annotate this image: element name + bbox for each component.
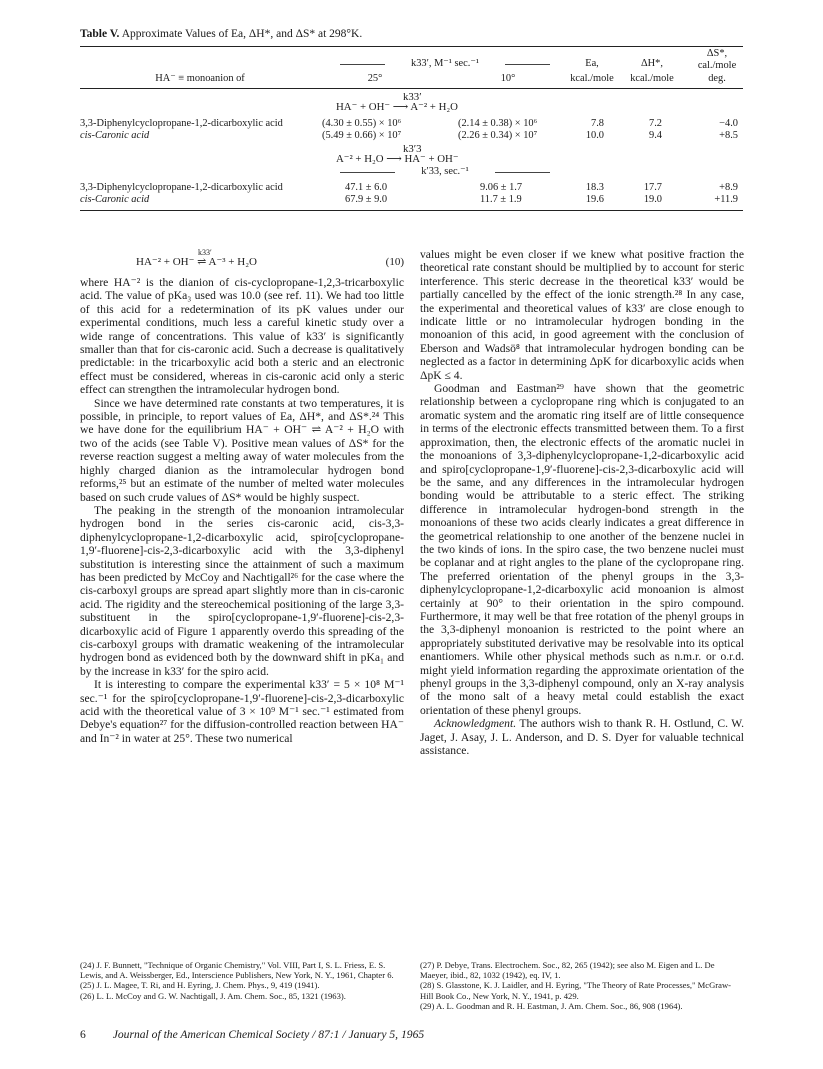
footnotes-left xyxy=(80,960,404,1001)
acknowledgment-text: The authors wish to thank R. H. Ostlund, C. W. Jaget, J. Asay, J. L. Anderson, and D. S. Dyer for valuable technical assistance. xyxy=(420,717,744,758)
table-title xyxy=(80,28,362,40)
equation-10 xyxy=(80,248,404,274)
row2-compound-text: cis-Caronic acid xyxy=(80,130,150,141)
row1-compound: 3,3-Diphenylcyclopropane-1,2-dicarboxylic acid xyxy=(80,118,283,129)
row1-ds: −4.0 xyxy=(719,118,738,129)
paragraph-left-4: It is interesting to compare the experimental k33′ = 5 × 10⁸ M⁻¹ sec.⁻¹ for the spiro[cyclopropane-1,9′-fluorene]-cis-2,3-dicarboxylic acid with the theoretical value of 3 × 10⁹ M⁻¹ sec.⁻¹ estimated from Debye's equation²⁷ for the diffusion-controlled reaction between HA⁻ and In⁻² in water at 25°. These two numerical xyxy=(80,678,404,745)
footnote-28: (28) S. Glasstone, K. J. Laidler, and H. Eyring, "The Theory of Rate Processes," McGraw-Hill Book Co., New York, N. Y., 1941, p. 429. xyxy=(420,980,732,1001)
row2-k25: (5.49 ± 0.66) × 10⁷ xyxy=(322,130,402,141)
footnote-24: (24) J. F. Bunnett, "Technique of Organic Chemistry," Vol. VIII, Part I, S. L. Friess, E. S. Lewis, and A. Weissberger, Ed., Interscience Publishers, New York, N. Y., 1961, Chapter 6. xyxy=(80,960,394,981)
table-caption: Approximate Values of Ea, ΔH*, and ΔS* at 298°K. xyxy=(121,28,363,40)
footnotes-right xyxy=(420,960,744,1011)
page-footer xyxy=(80,1028,424,1041)
row1-dh: 7.2 xyxy=(649,118,662,129)
table-label: Table V. xyxy=(80,28,120,40)
row1-ea: 7.8 xyxy=(591,118,604,129)
row4-k25: 67.9 ± 9.0 xyxy=(345,194,388,205)
footnote-27: (27) P. Debye, Trans. Electrochem. Soc., 82, 265 (1942); see also M. Eigen and L. De Maeyer, ibid., 82, 1032 (1942), eq. IV, 1. xyxy=(420,960,715,981)
eq1-rate-label: k33′ xyxy=(403,91,422,103)
page-number: 6 xyxy=(80,1028,86,1041)
row2-compound xyxy=(80,130,149,142)
k10-header: 10° xyxy=(500,73,516,84)
paragraph-left-1: where HA⁻² is the dianion of cis-cyclopropane-1,2,3-tricarboxylic acid. The value of pKa₃ used was 10.0 (see ref. 11). We had too little of this acid for a redetermination of its pK values under our experimental conditions, much less a careful kinetic study over a wide range of concentrations. This value of k33′ is significantly smaller than that for cis-caronic acid. Such a decrease is qualitatively predictable: in the tricarboxylic acid both a steric and an electronic effect must be considered, whereas in cis-caronic acid only a steric effect can strengthen the intramolecular hydrogen bond. xyxy=(80,276,404,397)
eq10-rate-label: k33′ xyxy=(198,248,212,257)
ds-header: ΔS*, xyxy=(706,48,728,59)
acknowledgment-label: Acknowledgment. xyxy=(434,717,517,731)
row3-k10: 9.06 ± 1.7 xyxy=(480,182,523,193)
row2-ea: 10.0 xyxy=(585,130,604,141)
table-bottom-rule xyxy=(80,210,743,211)
paragraph-left-2: Since we have determined rate constants at two temperatures, it is possible, in principle, to report values of Ea, ΔH*, and ΔS*.²⁴ This we have done for the equilibrium HA⁻ + OH⁻ ⇌ A⁻² + H₂O with two of the acids (see Table V). Positive mean values of ΔS* for the reverse reaction suggest a melting away of water molecules from the highly charged dianion as the intramolecular hydrogen bond reforms,²⁵ but an estimate of the number of melted water molecules based on such crude values of ΔS* would be highly suspect. xyxy=(80,396,404,504)
eq10-text: HA⁻² + OH⁻ ⇌ A⁻³ + H₂O xyxy=(136,256,257,268)
row4-ds: +11.9 xyxy=(714,194,738,205)
acknowledgment xyxy=(420,717,744,757)
footnote-29: (29) A. L. Goodman and R. H. Eastman, J. Am. Chem. Soc., 86, 908 (1964). xyxy=(420,1000,683,1011)
row1-k10: (2.14 ± 0.38) × 10⁶ xyxy=(458,118,538,129)
row3-ds: +8.9 xyxy=(719,182,738,193)
eq10-number: (10) xyxy=(385,256,404,268)
k25-header: 25° xyxy=(367,73,383,84)
row1-k25: (4.30 ± 0.55) × 10⁶ xyxy=(322,118,402,129)
paragraph-left-3: The peaking in the strength of the monoanion intramolecular hydrogen bond in the series cis-caronic acid, cis-3,3-diphenylcyclopropane-1,2-dicarboxylic acid, spiro[cyclopropane-1,9′-fluorene]-cis-2,3-dicarboxylic acid with the 3,3-diphenyl substitution is interesting since the attainment of such a maximum has been predicted by McCoy and Nachtigall²⁶ for the case where the cis-carboxyl groups are spread apart slightly more than in cis-caronic acid. The rigidity and the stereochemical positioning of the large 3,3-substituent in the spiro[cyclopropane-1,9′-fluorene]-cis-2,3-dicarboxylic acid of Figure 1 apparently overdo this spreading of the cis-carboxyl groups with dramatic weakening of the intramolecular hydrogen bond as evidenced both by the downward shift in pKa₁ and by the increase in k33′ for the spiro acid. xyxy=(80,503,404,678)
row2-ds: +8.5 xyxy=(719,130,738,141)
eq1-reaction: HA⁻ + OH⁻ ⟶ A⁻² + H₂O xyxy=(336,101,458,113)
right-column xyxy=(420,248,744,757)
footnote-25: (25) J. L. Magee, T. Ri, and H. Eyring, J. Chem. Phys., 9, 419 (1941). xyxy=(80,980,320,991)
left-column xyxy=(80,248,404,745)
eq2-sub-header: k′33, sec.⁻¹ xyxy=(395,166,495,178)
row2-k10: (2.26 ± 0.34) × 10⁷ xyxy=(458,130,538,141)
k33-group-header: k33′, M⁻¹ sec.⁻¹ xyxy=(385,58,505,70)
eq2-rate-label: k3′3 xyxy=(403,143,422,155)
row4-compound-text: cis-Caronic acid xyxy=(80,194,150,205)
paragraph-right-2: Goodman and Eastman²⁹ have shown that the geometric relationship between a cyclopropane ring which is conjugated to an aromatic system and the aromatic ring itself are of little consequence in terms of the electronic effects transmitted between them. To a first approximation, then, the electronic effects of the aromatic nuclei in the monoanions of 3,3-diphenylcyclopropane-1,2-dicarboxylic acid and spiro[cyclopropane-1,9′-fluorene]-cis-2,3-dicarboxylic acid will be the same, and any differences in the intramolecular hydrogen bonding would be attributable to a steric effect. The striking difference in intramolecular hydrogen-bond strength in the monoanions of these two acids clearly indicates a great difference in the geometrical relationship to one another of the benzene nuclei in the two kinds of ions. In the spiro case, the two benzene nuclei must be coplanar and at right angles to the plane of the cyclopropane ring. The preferred orientation of the phenyl groups in the 3,3-diphenylcyclopropane-1,2-dicarboxylic acid monoanion is almost certainly at 90° to their orientation in the spiro compound. Furthermore, it may well be that free rotation of the phenyl groups in the 3,3-diphenyl monoanion is restricted to the point where an appropriately substituted derivative may be resolvable into its optical enantiomers. While other physical methods such as n.m.r. or o.r.d. might yield information regarding the approximate orientation of the phenyl groups in the 3,3-diphenyl compound, only an X-ray analysis of the mono salt of a heavy metal could establish the exact orientation of these phenyl groups. xyxy=(420,382,744,717)
row2-dh: 9.4 xyxy=(649,130,662,141)
ds-deg: deg. xyxy=(708,73,726,84)
eq2-reaction: A⁻² + H₂O ⟶ HA⁻ + OH⁻ xyxy=(336,153,459,165)
row3-dh: 17.7 xyxy=(643,182,662,193)
ds-unit: cal./mole xyxy=(697,60,737,71)
paragraph-right-1: values might be even closer if we knew what positive fraction the theoretical rate constant should be multiplied by to account for steric interference. This steric decrease in the theoretical k33′ would be partially cancelled by the effect of the ionic strength.²⁸ In any case, the experimental and theoretical values of k33′ are close enough to indicate little or no intramolecular hydrogen bonding in the monoanion of this acid, in good agreement with the conclusion of Eberson and Wadsö⁸ that intramolecular hydrogen bonding can be neglected as a factor in determining ΔpK for dicarboxylic acids when ΔpK ≤ 4. xyxy=(420,248,744,382)
row4-dh: 19.0 xyxy=(643,194,662,205)
row3-ea: 18.3 xyxy=(585,182,604,193)
row3-compound: 3,3-Diphenylcyclopropane-1,2-dicarboxylic acid xyxy=(80,182,283,193)
row4-ea: 19.6 xyxy=(585,194,604,205)
table-top-rule xyxy=(80,46,743,47)
compound-header: HA⁻ ≡ monoanion of xyxy=(155,73,245,84)
row4-compound xyxy=(80,194,149,206)
ea-header: Ea, xyxy=(585,58,599,69)
row4-k10: 11.7 ± 1.9 xyxy=(480,194,522,205)
row3-k25: 47.1 ± 6.0 xyxy=(345,182,388,193)
ea-unit: kcal./mole xyxy=(570,73,614,84)
journal-citation: Journal of the American Chemical Society / 87:1 / January 5, 1965 xyxy=(112,1028,425,1041)
table-header-rule xyxy=(80,88,743,89)
footnote-26: (26) L. L. McCoy and G. W. Nachtigall, J. Am. Chem. Soc., 85, 1321 (1963). xyxy=(80,990,346,1001)
dh-unit: kcal./mole xyxy=(630,73,674,84)
dh-header: ΔH*, xyxy=(641,58,663,69)
